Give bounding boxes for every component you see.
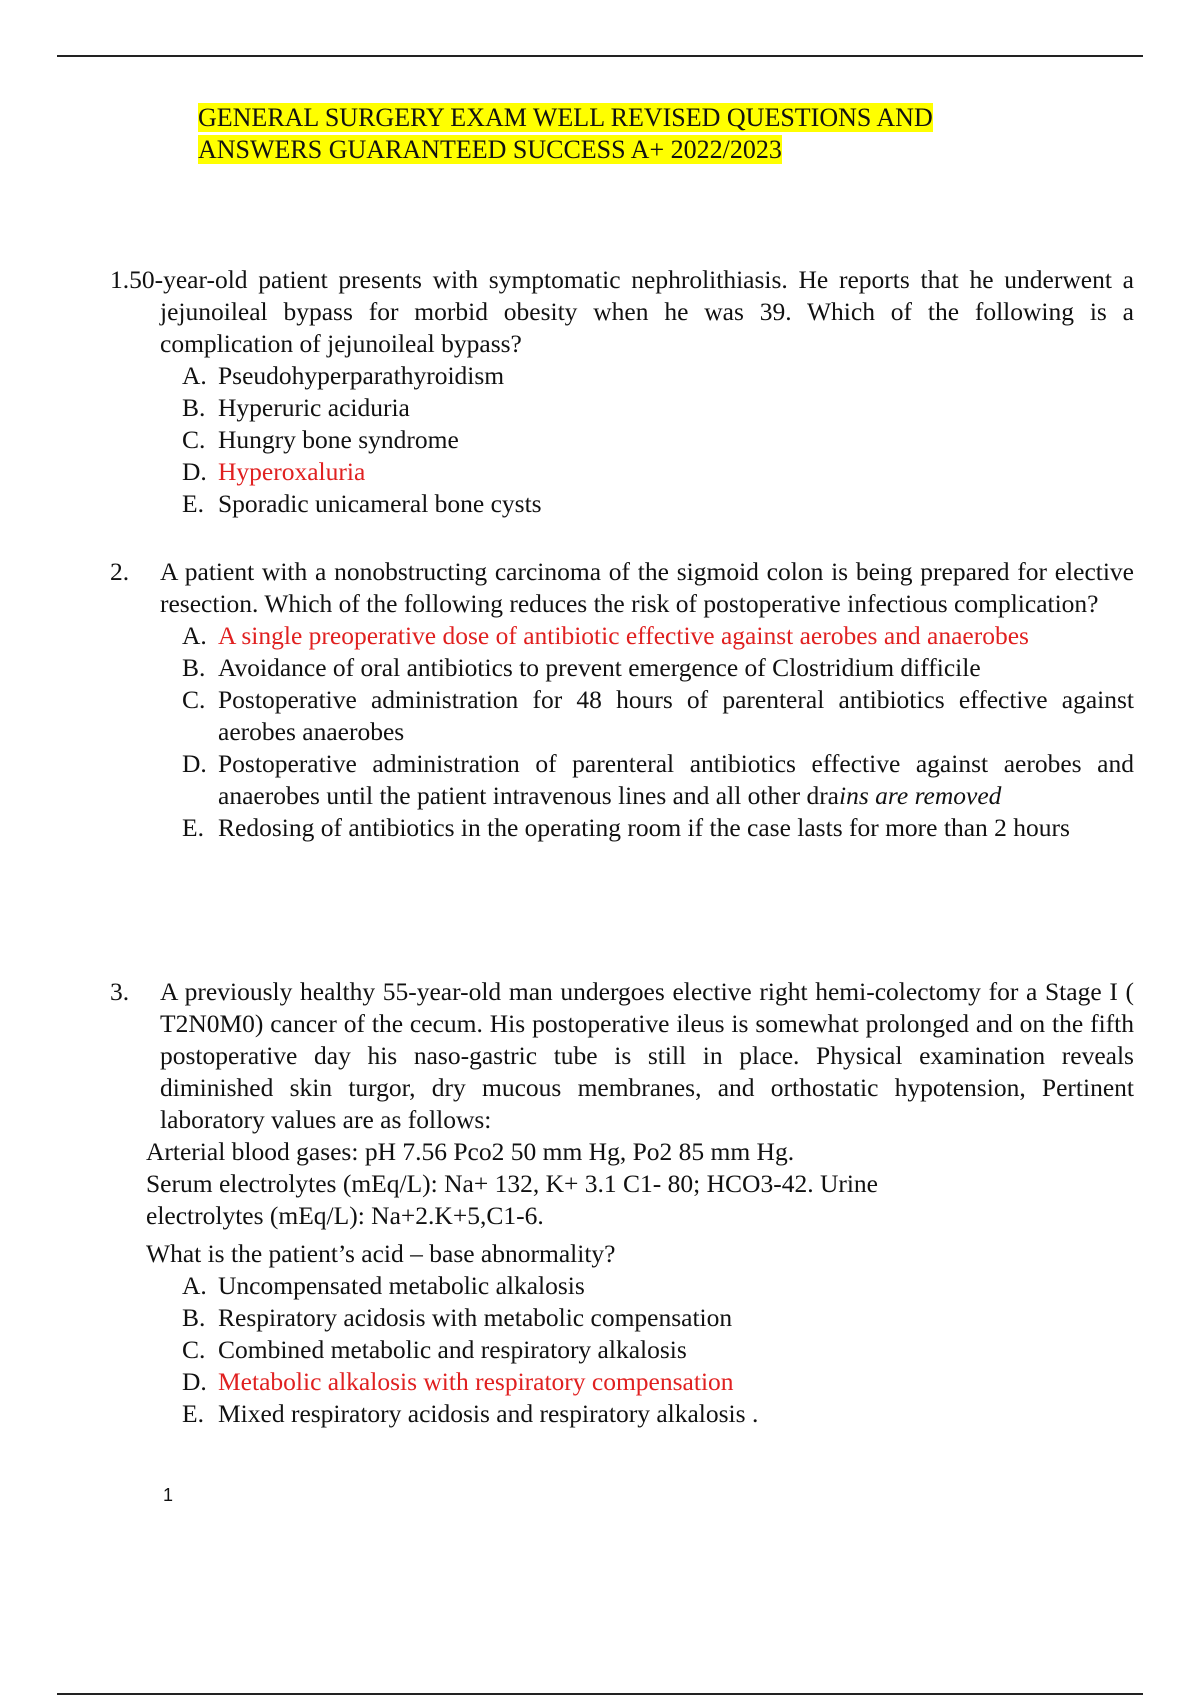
option-e: E. Redosing of antibiotics in the operating room if the case lasts for more than 2 hours bbox=[182, 813, 1070, 842]
option-c: C. Postoperative administration for 48 hours of parenteral antibiotics effective against aerobes anaerobes bbox=[182, 685, 1134, 746]
question-3-options bbox=[182, 1270, 1134, 1430]
question-text: A patient with a nonobstructing carcinoma of the sigmoid colon is being prepared for elective resection. Which of the following reduces the risk of postoperative infectious complication? bbox=[160, 557, 1134, 618]
question-number: 3. bbox=[110, 977, 130, 1006]
lab-line-abg: Arterial blood gases: pH 7.56 Pco2 50 mm Hg, Po2 85 mm Hg. bbox=[146, 1137, 795, 1166]
option-e: E. Mixed respiratory acidosis and respiratory alkalosis . bbox=[182, 1399, 759, 1428]
bottom-rule bbox=[57, 1693, 1143, 1695]
lab-line-urine: electrolytes (mEq/L): Na+2.K+5,C1-6. bbox=[146, 1201, 544, 1230]
lab-line-serum: Serum electrolytes (mEq/L): Na+ 132, K+ 3.1 C1- 80; HCO3-42. Urine bbox=[146, 1169, 879, 1198]
option-a: A. Uncompensated metabolic alkalosis bbox=[182, 1271, 585, 1300]
question-1-options bbox=[182, 360, 1134, 520]
option-a: A. Pseudohyperparathyroidism bbox=[182, 361, 505, 390]
option-b: B. Hyperuric aciduria bbox=[182, 393, 410, 422]
option-d: D. Postoperative administration of parenteral antibiotics effective against aerobes and anaerobes until the patient intravenous lines and all other drains are removed bbox=[182, 749, 1134, 810]
option-c: C. Hungry bone syndrome bbox=[182, 425, 459, 454]
option-a-correct-answer: A. A single preoperative dose of antibiotic effective against aerobes and anaerobes bbox=[182, 621, 1029, 650]
question-text: A previously healthy 55-year-old man undergoes elective right hemi-colectomy for a Stage I ( T2N0M0) cancer of the cecum. His postoperative ileus is somewhat prolonged and on the fifth postoperative day his naso-gastric tube is still in place. Physical examination reveals diminished skin turgor, dry mucous membranes, and orthostatic hypotension, Pertinent laboratory values are as follows: bbox=[160, 977, 1134, 1134]
option-d-correct-answer: D. Hyperoxaluria bbox=[182, 457, 366, 486]
question-2 bbox=[110, 556, 1134, 844]
title-line-2: ANSWERS GUARANTEED SUCCESS A+ 2022/2023 bbox=[198, 135, 782, 164]
question-1 bbox=[110, 264, 1134, 520]
option-c: C. Combined metabolic and respiratory alkalosis bbox=[182, 1335, 687, 1364]
page-number: 1 bbox=[163, 1485, 174, 1505]
question-prompt: What is the patient’s acid – base abnormality? bbox=[146, 1239, 616, 1268]
question-3 bbox=[110, 976, 1134, 1430]
option-d-correct-answer: D. Metabolic alkalosis with respiratory compensation bbox=[182, 1367, 734, 1396]
option-e: E. Sporadic unicameral bone cysts bbox=[182, 489, 542, 518]
question-text: 50-year-old patient presents with symptomatic nephrolithiasis. He reports that he underwent a jejunoileal bypass for morbid obesity when he was 39. Which of the following is a complication of jejunoileal bypass? bbox=[129, 265, 1134, 358]
question-1-stem bbox=[110, 264, 1134, 360]
question-number: 2. bbox=[110, 557, 130, 586]
option-b: B. Avoidance of oral antibiotics to prevent emergence of Clostridium difficile bbox=[182, 653, 981, 682]
question-3-stem bbox=[110, 976, 1134, 1136]
title-line-1: GENERAL SURGERY EXAM WELL REVISED QUESTIONS AND bbox=[198, 103, 933, 132]
question-2-options bbox=[182, 620, 1134, 844]
document-title bbox=[198, 102, 1134, 166]
question-number: 1. bbox=[110, 265, 130, 294]
lab-values bbox=[146, 1136, 1134, 1270]
question-2-stem bbox=[110, 556, 1134, 620]
option-b: B. Respiratory acidosis with metabolic compensation bbox=[182, 1303, 733, 1332]
top-rule bbox=[57, 55, 1143, 57]
